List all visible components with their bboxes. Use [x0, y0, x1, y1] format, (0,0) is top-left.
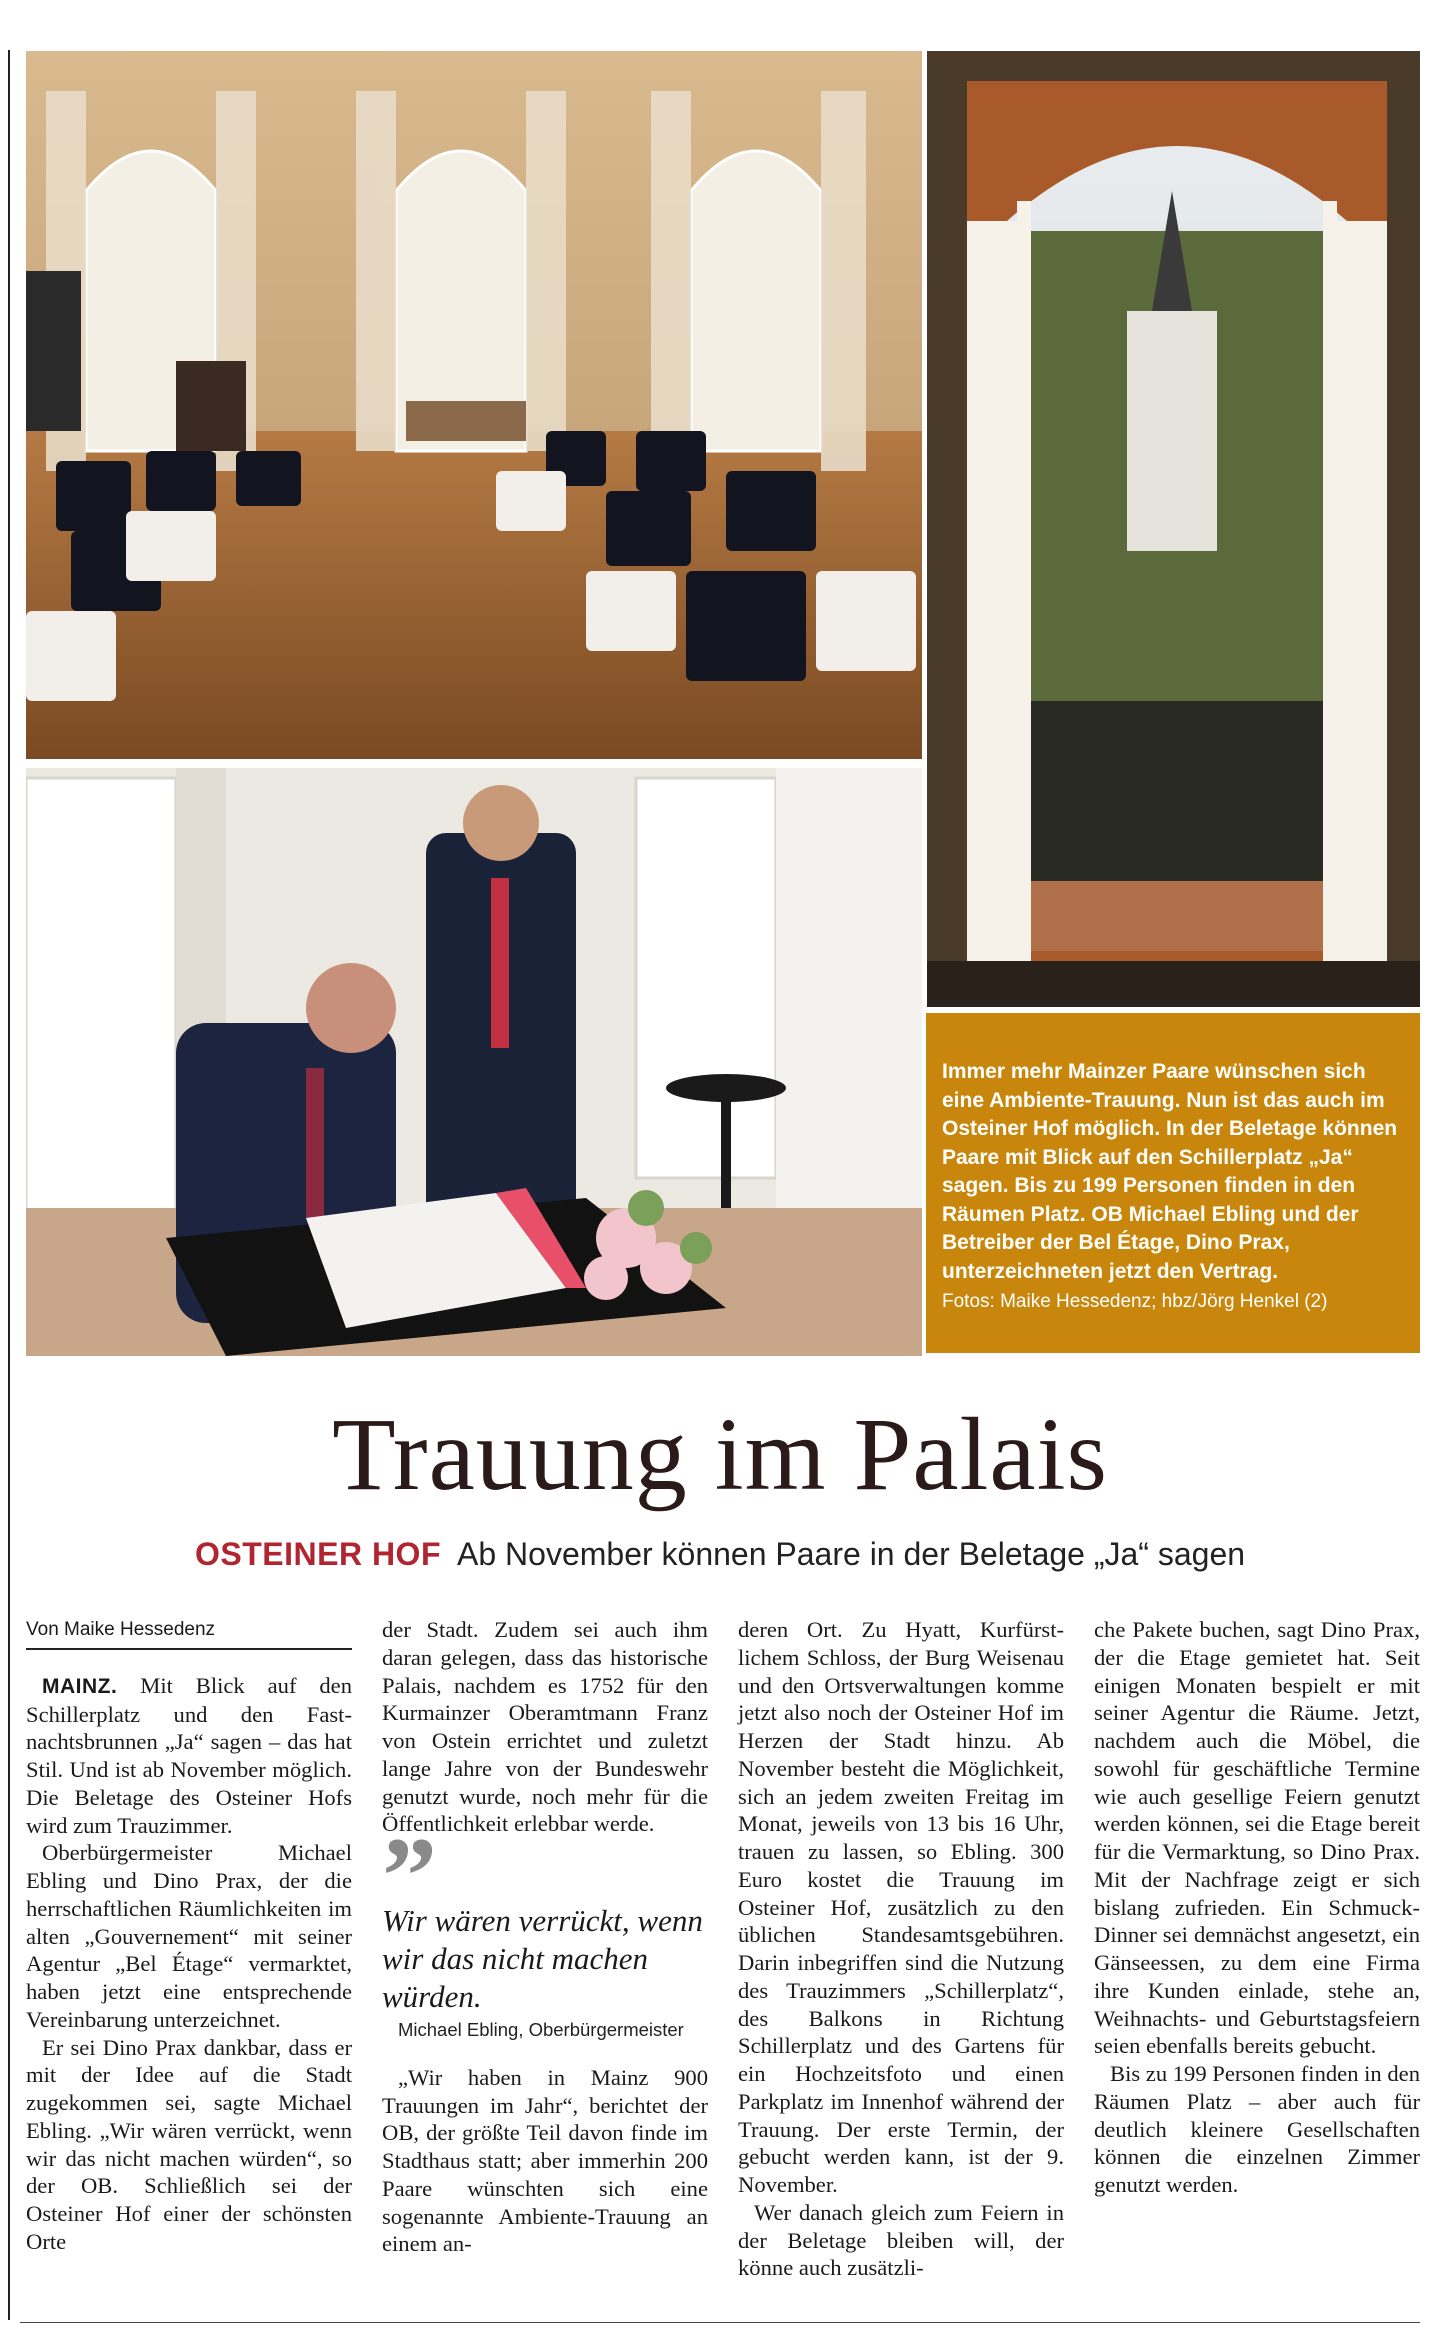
balcony-doors-photo	[927, 51, 1420, 1007]
quote-mark-icon: ”	[382, 1815, 437, 1937]
paragraph: Oberbürgermeister Michael Ebling und Dino Prax, der die herrschaftlichen Räumlichkeiten im alten „Gouvernement“ mit seiner Agentur „Bel Étage“ vermarktet, haben jetzt eine entsprechende Vereinbarung unterzeichnet.	[26, 1840, 352, 2032]
paragraph: Bis zu 199 Personen finden in den Räumen Platz – aber auch für deutlich kleinere Gesellschaften können die einzelnen Zimmer genutzt werden.	[1094, 2061, 1420, 2197]
paragraph: der Stadt. Zudem sei auch ihm daran gelegen, dass das historische Palais, nachdem es 1752 für den Kurmainzer Oberamtmann Franz von Ostein errichtet und zuletzt lange Jahre von der Bundeswehr genutzt wurde, noch mehr für die Öffentlichkeit erlebbar werde.	[382, 1617, 708, 1837]
ceremony-room-photo	[26, 51, 922, 759]
bottom-rule	[20, 2322, 1420, 2323]
pull-quote: Wir wären verrückt, wenn wir das nicht machen würden.	[382, 1903, 703, 2014]
paragraph: Wer danach gleich zum Feiern in der Beletage bleiben will, der könne auch zusätzli-	[738, 2199, 1064, 2281]
dateline: MAINZ.	[42, 1674, 118, 1698]
paragraph: Er sei Dino Prax dankbar, dass er mit der Idee auf die Stadt zugekommen sei, sagte Michael Ebling. „Wir wären verrückt, wenn wir das nicht machen würden“, so der OB. Schließlich sei der Osteiner Hof einer der schönsten Orte	[26, 2034, 352, 2254]
article-column-3	[738, 1616, 1064, 2282]
article-kicker: OSTEINER HOF	[194, 1536, 441, 1572]
article-column-4	[1094, 1616, 1420, 2199]
paragraph: „Wir haben in Mainz 900 Trauungen im Jahr“, berichtet der OB, der größte Teil davon finde im Stadthaus statt; aber immerhin 200 Paare wünschten sich eine sogenannte Ambiente-Trauung an einem an-	[382, 2064, 708, 2257]
paragraph-text: Mit Blick auf den Schillerplatz und den Fastnachtsbrunnen „Ja“ sagen – das hat Stil. Und ist ab November möglich. Die Beletage des Osteiner Hofs wird zum Trauzimmer.	[26, 1672, 352, 1838]
pull-quote-author: Michael Ebling, Oberbürgermeister	[398, 2019, 684, 2040]
article-subhead	[0, 1534, 1440, 1574]
paragraph: che Pakete buchen, sagt Dino Prax, der die Etage gemietet hat. Seit einigen Monaten bespielt er mit seiner Agentur die Räume. Jetzt, nachdem auch die Möbel, die sowohl für geschäftliche Termine wie auch gesellige Feiern genutzt werden können, sei die Etage bereit für die Vermarktung, so Dino Prax. Mit der Nachfrage zeigt er sich bislang zufrieden. Ein Schmuck-Dinner sei demnächst angesetzt, ein Gänseessen, zu dem eine Firma ihre Kunden einlade, stehe an, Weihnachts- und Geburtstagsfeiern seien ebenfalls bereits gebucht.	[1094, 1617, 1420, 2059]
photo-caption-text: Immer mehr Mainzer Paare wünschen sich eine Ambiente-Trauung. Nun ist das auch im Osteiner Hof möglich. In der Beletage können Paare mit Blick auf den Schillerplatz „Ja“ sagen. Bis zu 199 Personen finden in den Räumen Platz. OB Michael Ebling und der Betreiber der Bel Étage, Dino Prax, unterzeichneten jetzt den Vertrag.	[942, 1060, 1398, 1283]
article-dek: Ab November können Paare in der Beletage „Ja“ sagen	[457, 1536, 1246, 1572]
left-column-rule	[8, 50, 10, 2320]
byline: Von Maike Hessedenz	[26, 1616, 352, 1650]
article-column-1	[26, 1616, 352, 2256]
contract-signing-photo	[26, 768, 922, 1356]
paragraph: deren Ort. Zu Hyatt, Kurfürstlichem Schloss, der Burg Weisenau und den Ortsverwaltungen komme jetzt also noch der Osteiner Hof im Herzen der Stadt hinzu. Ab November besteht die Möglichkeit, sich an jedem zweiten Freitag im Monat, jeweils von 13 bis 16 Uhr, trauen zu lassen, so Ebling. 300 Euro kostet die Trauung im Osteiner Hof, zusätzlich zu den üblichen Standesamtsgebühren. Darin inbegriffen sind die Nutzung des Trauzimmers „Schillerplatz“, des Balkons in Richtung Schillerplatz und des Gartens für ein Hochzeitsfoto und einen Parkplatz im Innenhof während der Trauung. Der erste Termin, der gebucht werden kann, ist der 9. November.	[738, 1617, 1064, 2197]
paragraph	[26, 1672, 352, 1840]
article-column-2	[382, 1616, 708, 2258]
article-headline: Trauung im Palais	[332, 1397, 1108, 1512]
photo-caption-box	[926, 1013, 1420, 1353]
photo-credit: Fotos: Maike Hessedenz; hbz/Jörg Henkel (2)	[942, 1291, 1328, 1312]
